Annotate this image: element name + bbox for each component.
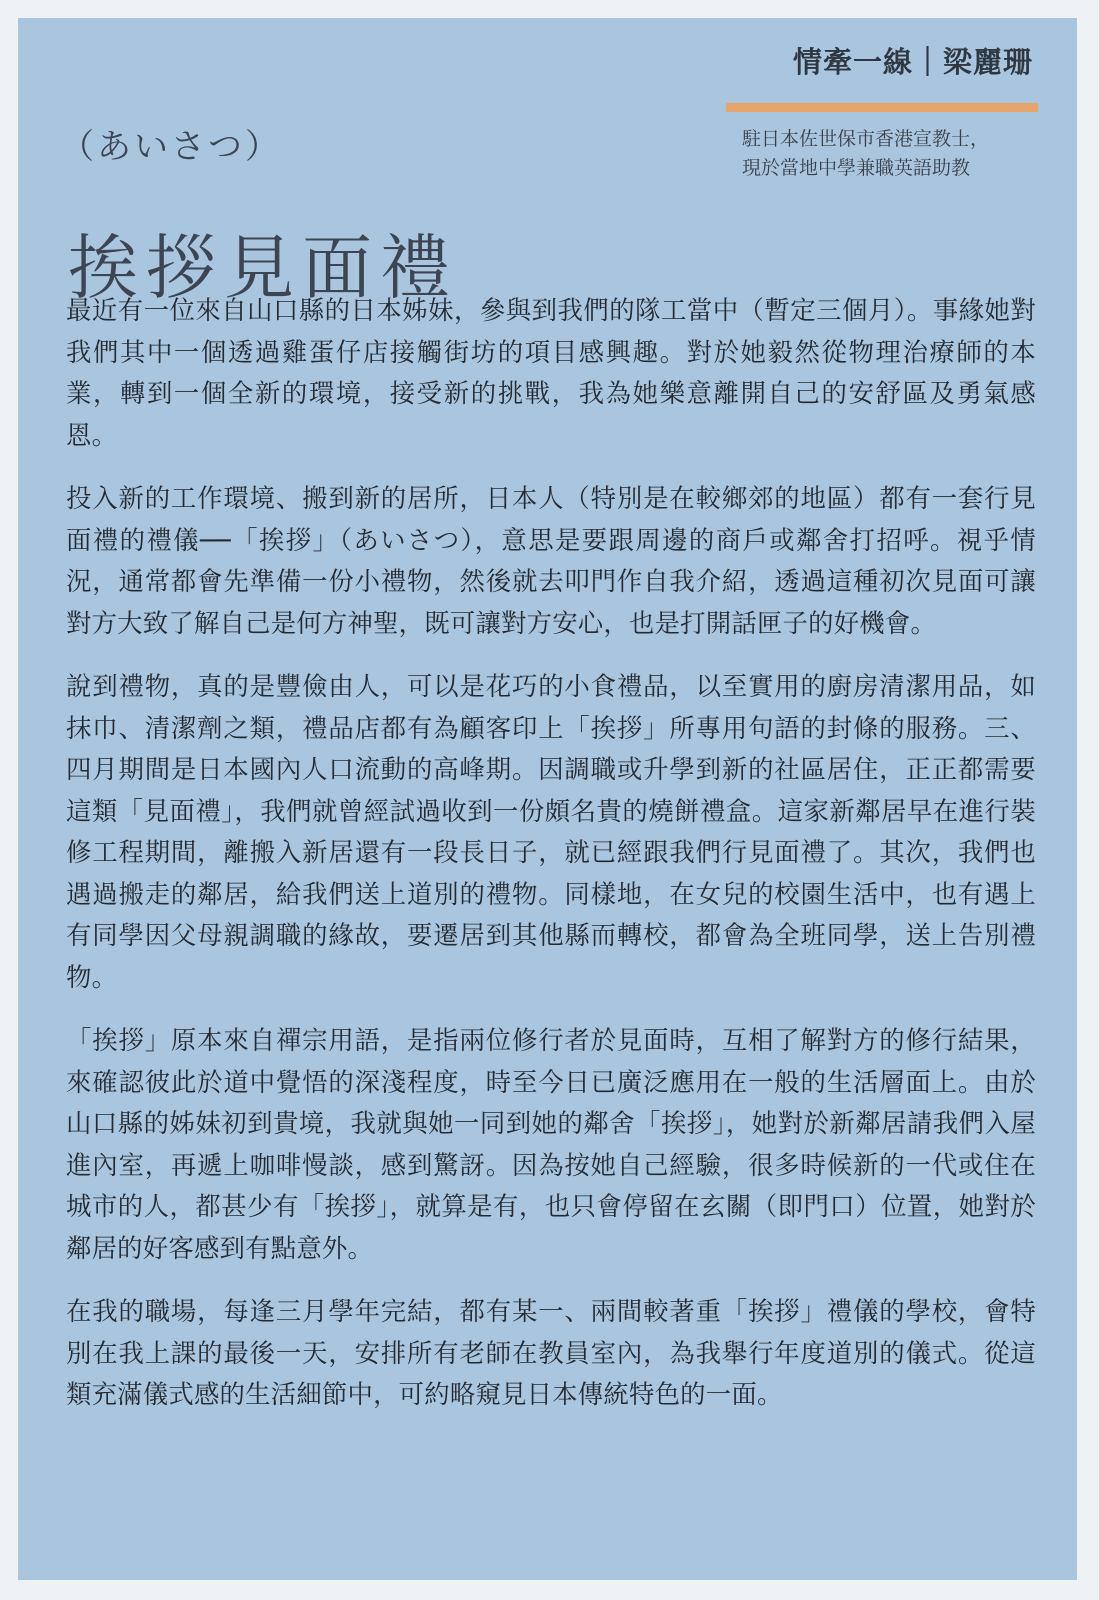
paragraph-5: 在我的職場，每逢三月學年完結，都有某一、兩間較著重「挨拶」禮儀的學校，會特別在我上課的最後一天，安排所有老師在教員室內，為我舉行年度道別的儀式。從這類充滿儀式感的生活細節中，可約略窺見日本傳統特色的一面。 <box>66 1296 1036 1409</box>
paragraph-1: 最近有一位來自山口縣的日本姊妹，參與到我們的隊工當中（暫定三個月）。事緣她對我們其中一個透過雞蛋仔店接觸街坊的項目感興趣。對於她毅然從物理治療師的本業，轉到一個全新的環境，接受新的挑戰，我為她樂意離開自己的安舒區及勇氣感恩。 <box>66 295 1036 450</box>
title-reading: （あいさつ） <box>60 127 282 167</box>
paragraph-3: 說到禮物，真的是豐儉由人，可以是花巧的小食禮品，以至實用的廚房清潔用品，如抹巾、清潔劑之類，禮品店都有為顧客印上「挨拶」所專用句語的封條的服務。三、四月期間是日本國內人口流動的高峰期。因調職或升學到新的社區居住，正正都需要這類「見面禮」，我們就曾經試過收到一份頗名貴的燒餅禮盒。這家新鄰居早在進行裝修工程期間，離搬入新居還有一段長日子，就已經跟我們行見面禮了。其次，我們也遇過搬走的鄰居，給我們送上道別的禮物。同樣地，在女兒的校園生活中，也有遇上有同學因父母親調職的緣故，要遷居到其他縣而轉校，都會為全班同學，送上告別禮物。 <box>66 671 1036 992</box>
paragraph-4: 「挨拶」原本來自禪宗用語，是指兩位修行者於見面時，互相了解對方的修行結果，來確認彼此於道中覺悟的深淺程度，時至今日已廣泛應用在一般的生活層面上。由於山口縣的姊妹初到貴境，我就與她一同到她的鄰舍「挨拶」，她對於新鄰居請我們入屋進內室，再遞上咖啡慢談，感到驚訝。因為按她自己經驗，很多時候新的一代或住在城市的人，都甚少有「挨拶」，就算是有，也只會停留在玄關（即門口）位置，她對於鄰居的好客感到有點意外。 <box>66 1025 1036 1263</box>
article-body <box>66 290 1036 1438</box>
column-tag: 情牽一線｜梁麗珊 <box>792 45 1033 79</box>
author-byline <box>742 125 1062 183</box>
paragraph-2: 投入新的工作環境、搬到新的居所，日本人（特別是在較鄉郊的地區）都有一套行見面禮的禮儀──「挨拶」（あいさつ），意思是要跟周邊的商戶或鄰舍打招呼。視乎情況，通常都會先準備一份小禮物，然後就去叩門作自我介紹，透過這種初次見面可讓對方大致了解自己是何方神聖，既可讓對方安心，也是打開話匣子的好機會。 <box>66 483 1036 638</box>
byline-line-2: 現於當地中學兼職英語助教 <box>742 157 971 179</box>
article-title: 挨拶見面禮 <box>68 226 458 309</box>
column-divider-bar <box>726 103 1038 112</box>
byline-line-1: 駐日本佐世保市香港宣教士， <box>742 128 990 150</box>
